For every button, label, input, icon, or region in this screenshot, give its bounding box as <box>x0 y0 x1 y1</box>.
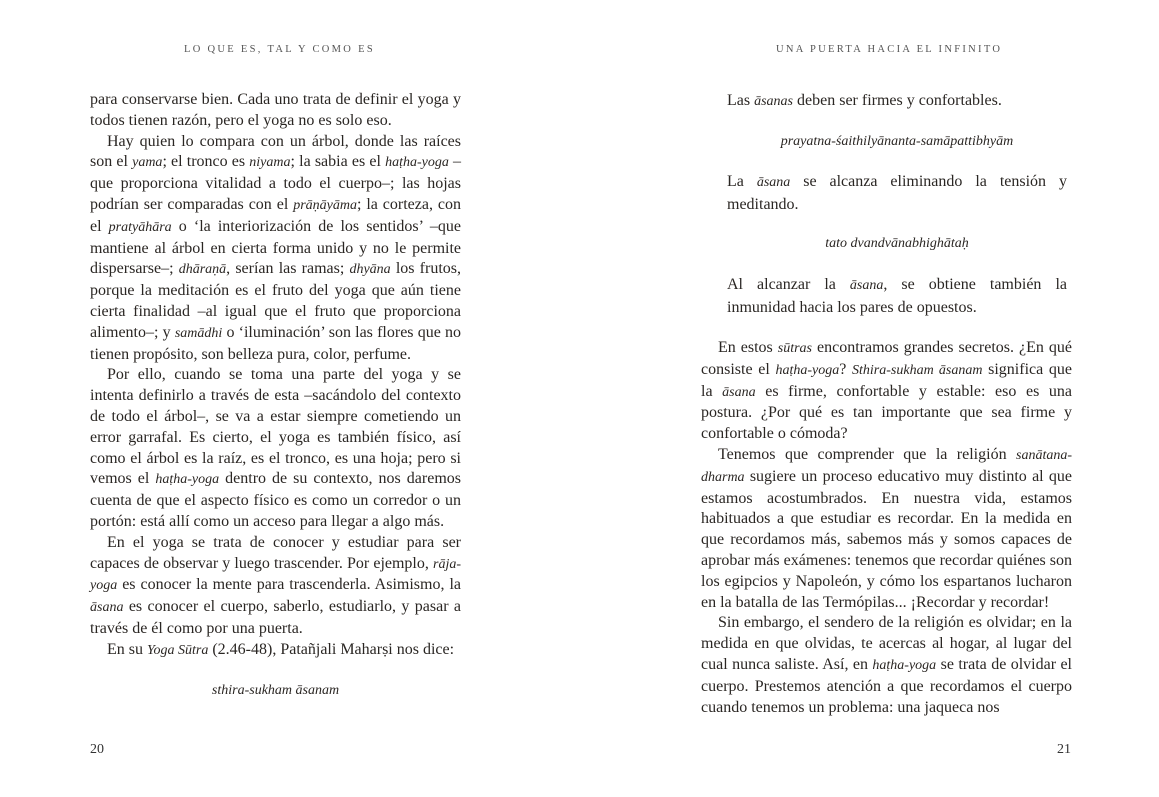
paragraph: En estos sūtras encontramos grandes secretos. ¿En qué consiste el haṭha-yoga? Sthira-sukham āsanam significa que la āsana es firme, confortable y estable: eso es una postura. ¿Por qué es tan importante que sea firme y confortable o cómoda? <box>701 339 1073 443</box>
sutra-verse: sthira-sukham āsanam <box>211 682 340 698</box>
page-number: 21 <box>1057 742 1071 757</box>
right-page <box>579 0 1159 797</box>
italic-term: haṭha-yoga <box>872 658 937 674</box>
italic-term: Yoga Sūtra <box>147 642 209 658</box>
italic-term: niyama <box>249 155 291 171</box>
paragraph: En su Yoga Sūtra (2.46-48), Patañjali Maharṣi nos dice: <box>107 640 455 658</box>
italic-term: sūtras <box>777 341 812 357</box>
page-body <box>90 90 461 701</box>
sutra-translation: Al alcanzar la āsana, se obtiene también la inmunidad hacia los pares de opuestos. <box>727 276 1067 316</box>
italic-term: āsana <box>90 600 124 616</box>
page-body <box>701 90 1072 718</box>
italic-term: haṭha-yoga <box>385 155 449 171</box>
paragraph: Hay quien lo compara con un árbol, donde las raíces son el yama; el tronco es niyama; la sabia es el haṭha-yoga –que proporciona vitalidad a todo el cuerpo–; las hojas podrían ser comparadas con el prāṇāyāma; la corteza, con el pratyāhāra o ‘la interiorización de los sentidos’ –que mantiene al árbol en cierta forma unido y no le permite dispersarse–; dhāraṇā, serían las ramas; dhyāna los frutos, porque la meditación es el fruto del yoga que aún tiene cierta finalidad –al igual que el fruto que proporciona alimento–; y samādhi o ‘iluminación’ son las flores que no tienen propósito, son belleza pura, color, perfume. <box>90 132 462 363</box>
italic-term: āsana <box>722 384 756 400</box>
italic-term: pratyāhāra <box>108 219 172 235</box>
left-page <box>0 0 579 797</box>
italic-term: haṭha-yoga <box>155 472 220 488</box>
italic-term: prāṇāyāma <box>293 197 357 213</box>
paragraph: para conservarse bien. Cada uno trata de definir el yoga y todos tienen razón, pero el yoga no es solo eso. <box>90 91 461 129</box>
italic-term: haṭha-yoga <box>775 362 840 378</box>
italic-term: sanātana-dharma <box>701 448 1072 485</box>
italic-term: āsanas <box>754 94 794 109</box>
sutra-verse: prayatna-śaithilyānanta-samāpattibhyām <box>780 133 1014 149</box>
italic-term: samādhi <box>174 325 223 341</box>
running-head: UNA PUERTA HACIA EL INFINITO <box>776 44 1003 55</box>
sutra-translation: Las āsanas deben ser firmes y confortables. <box>727 92 1002 109</box>
paragraph: Tenemos que comprender que la religión sanātana-dharma sugiere un proceso educativo muy distinto al que estamos acostumbrados. En nuestra vida, estamos habituados a que estudiar es recordar. En la medida en que recordamos más, sabemos más y somos capaces de aprobar más exámenes: tenemos que recordar quiénes son los egipcios y Napoleón, y cómo los espartanos lucharon en la batalla de las Termópilas... ¡Recordar y recordar! <box>701 446 1072 611</box>
italic-term: āsana <box>849 278 884 294</box>
running-head: LO QUE ES, TAL Y COMO ES <box>184 44 375 55</box>
italic-term: dhāraṇā <box>178 262 227 278</box>
paragraph: Sin embargo, el sendero de la religión es olvidar; en la medida en que olvidas, te acercas al hogar, al lugar del cual nunca saliste. Así, en haṭha-yoga se trata de olvidar el cuerpo. Prestemos atención a que recordamos el cuerpo cuando tenemos un problema: una jaqueca nos <box>701 614 1072 716</box>
sutra-block <box>701 90 1072 318</box>
italic-term: yama <box>132 155 163 171</box>
paragraph: En el yoga se trata de conocer y estudiar para ser capaces de observar y luego trascender. Por ejemplo, rāja-yoga es conocer la mente para trascenderla. Asimismo, la āsana es conocer el cuerpo, saberlo, estudiarlo, y pasar a través de él como por una puerta. <box>90 533 461 637</box>
paragraph: Por ello, cuando se toma una parte del yoga y se intenta definirlo a través de esta –sacándolo del contexto de todo el árbol–, se va a estar siempre cometiendo un error garrafal. Es cierto, el yoga es también físico, así como el árbol es la raíz, es el tronco, es una hoja; pero si vemos el haṭha-yoga dentro de su contexto, nos daremos cuenta de que el aspecto físico es como un corredor o un portón: está allí como un acceso para llegar a algo más. <box>90 366 461 530</box>
sutra-translation: La āsana se alcanza eliminando la tensión y meditando. <box>727 173 1068 213</box>
italic-term: Sthira-sukham āsanam <box>852 362 983 378</box>
italic-term: dhyāna <box>349 262 391 278</box>
sutra-verse: tato dvandvānabhighātaḥ <box>825 236 969 252</box>
italic-term: āsana <box>756 175 791 191</box>
page-number: 20 <box>90 742 104 757</box>
italic-term: rāja-yoga <box>90 556 461 594</box>
